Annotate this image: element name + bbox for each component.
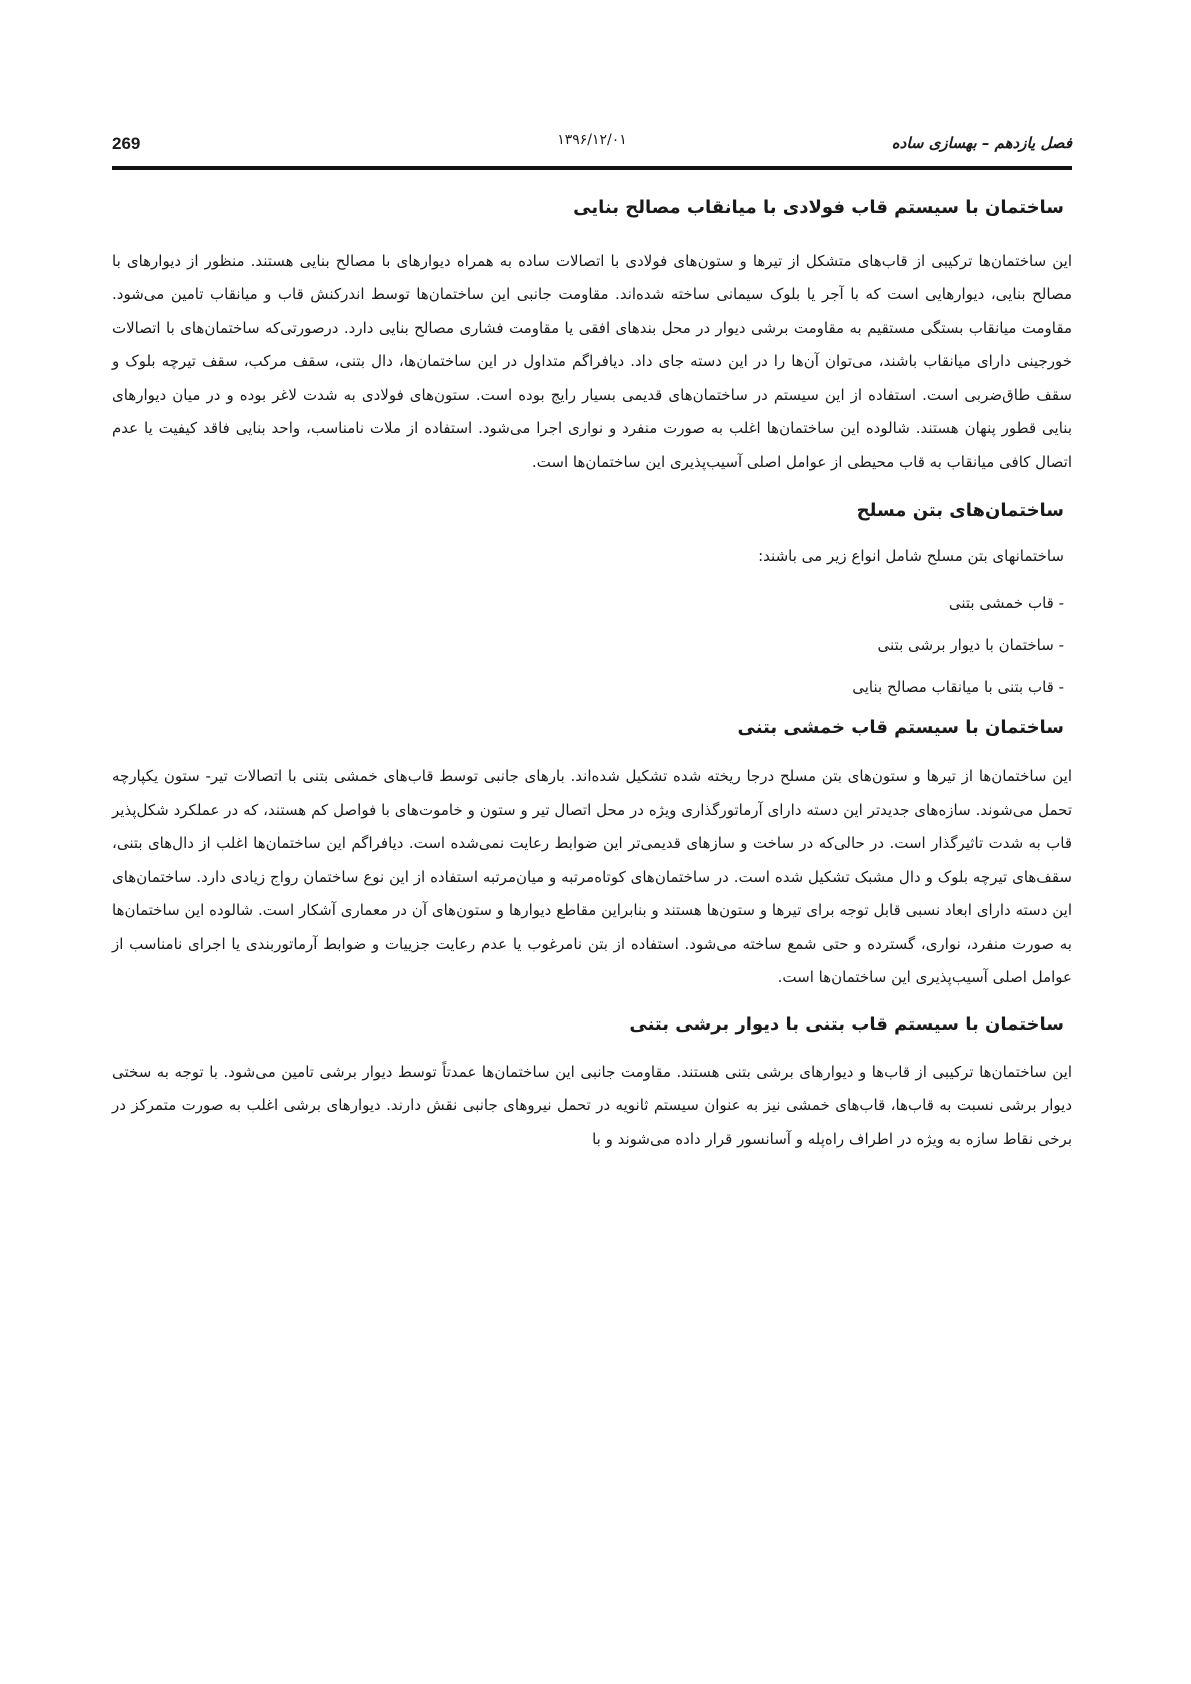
page-number: 269 xyxy=(112,134,141,153)
page-content xyxy=(112,190,1072,1156)
chapter-title: فصل یازدهم – بهسازی ساده xyxy=(891,134,1072,152)
list-item: - قاب بتنی با میانقاب مصالح بنایی xyxy=(852,677,1064,696)
section-heading-concrete-moment-frame: ساختمان با سیستم قاب خمشی بتنی xyxy=(737,716,1064,738)
section-heading-concrete-shear-wall: ساختمان با سیستم قاب بتنی با دیوار برشی بتنی xyxy=(629,1013,1064,1035)
reinforced-concrete-types-list xyxy=(112,582,1072,708)
header-divider xyxy=(112,166,1072,170)
page-header xyxy=(112,130,1072,164)
header-date: ۱۳۹۶/۱۲/۰۱ xyxy=(557,132,627,148)
paragraph-steel-frame-masonry-infill: این ساختمان‌ها ترکیبی از قاب‌های متشکل از تیرها و ستون‌های فولادی با اتصالات ساده به همراه دیوارهای با مصالح بنایی هستند. منظور از دیوارهای با مصالح بنایی، دیوارهایی است که با آجر یا بلوک سیمانی ساخته شده‌اند. مقاومت جانبی این ساختمان‌ها توسط اندرکنش قاب و میانقاب تامین می‌شود. مقاومت میانقاب بستگی مستقیم به مقاومت برشی دیوار در محل بندهای افقی یا مقاومت فشاری مصالح بنایی دارد. درصورتی‌که ساختمان‌های با اتصالات خورجینی دارای میانقاب باشند، می‌توان آن‌ها را در این دسته جای داد. دیافراگم متداول در این ساختمان‌ها، دال بتنی، سقف مرکب، سقف تیرچه بلوک و سقف طاق‌ضربی است. استفاده از این سیستم در ساختمان‌های قدیمی بسیار رایج بوده است. ستون‌های فولادی به شدت لاغر بوده و در میان دیوارهای بنایی قطور پنهان هستند. شالوده این ساختمان‌ها اغلب به صورت منفرد و نواری اجرا می‌شود. استفاده از ملات نامناسب، واحد بنایی فاقد کیفیت یا عدم اتصال کافی میانقاب به قاب محیطی از عوامل اصلی آسیب‌پذیری این ساختمان‌ها است. xyxy=(112,251,1072,471)
reinforced-concrete-intro: ساختمانهای بتن مسلح شامل انواع زیر می باشند: xyxy=(758,547,1064,566)
paragraph-concrete-shear-wall: این ساختمان‌ها ترکیبی از قاب‌ها و دیوارهای برشی بتنی هستند. مقاومت جانبی این ساختمان‌ها عمدتاً توسط دیوار برشی تامین می‌شود. با توجه به سختی دیوار برشی نسبت به قاب‌ها، قاب‌های خمشی نیز به عنوان سیستم ثانویه در تحمل نیروهای جانبی نقش دارند. دیوارهای برشی اغلب به صورت متمرکز در برخی نقاط سازه به ویژه در اطراف راه‌پله و آسانسور قرار داده می‌شوند و با xyxy=(112,1062,1072,1148)
list-item: - قاب خمشی بتنی xyxy=(948,593,1064,612)
section-heading-reinforced-concrete: ساختمان‌های بتن مسلح xyxy=(856,500,1064,522)
section-heading-steel-frame-masonry-infill: ساختمان با سیستم قاب فولادی با میانقاب مصالح بنایی xyxy=(573,197,1064,218)
paragraph-concrete-moment-frame: این ساختمان‌ها از تیرها و ستون‌های بتن مسلح درجا ریخته شده تشکیل شده‌اند. بارهای جانبی توسط قاب‌های خمشی بتنی با اتصالات تیر- ستون یکپارچه تحمل می‌شوند. سازه‌های جدیدتر این دسته دارای آرماتورگذاری ویژه در محل اتصال تیر و ستون و خاموت‌های با فواصل کم هستند، که در عملکرد شکل‌پذیر قاب به شدت تاثیرگذار است. در حالی‌که در ساخت و سازهای قدیمی‌تر این ضوابط رعایت نمی‌شده است. دیافراگم این ساختمان‌ها اغلب از دال‌های بتنی، سقف‌های تیرچه بلوک و دال مشبک تشکیل شده است. در ساختمان‌های کوتاه‌مرتبه و میان‌مرتبه استفاده از این نوع ساختمان رواج زیادی دارد. ساختمان‌های این دسته دارای ابعاد نسبی قابل توجه برای تیرها و ستون‌ها هستند و بنابراین مقاطع دیوارها و ستون‌های آن در معماری آشکار است. شالوده این ساختمان‌ها به صورت منفرد، نواری، گسترده و حتی شمع ساخته می‌شود. استفاده از بتن نامرغوب یا عدم رعایت جزییات و ضوابط آرماتوربندی یا اجرای نامناسب از عوامل اصلی آسیب‌پذیری این ساختمان‌ها است. xyxy=(112,767,1072,987)
list-item: - ساختمان با دیوار برشی بتنی xyxy=(877,635,1064,654)
